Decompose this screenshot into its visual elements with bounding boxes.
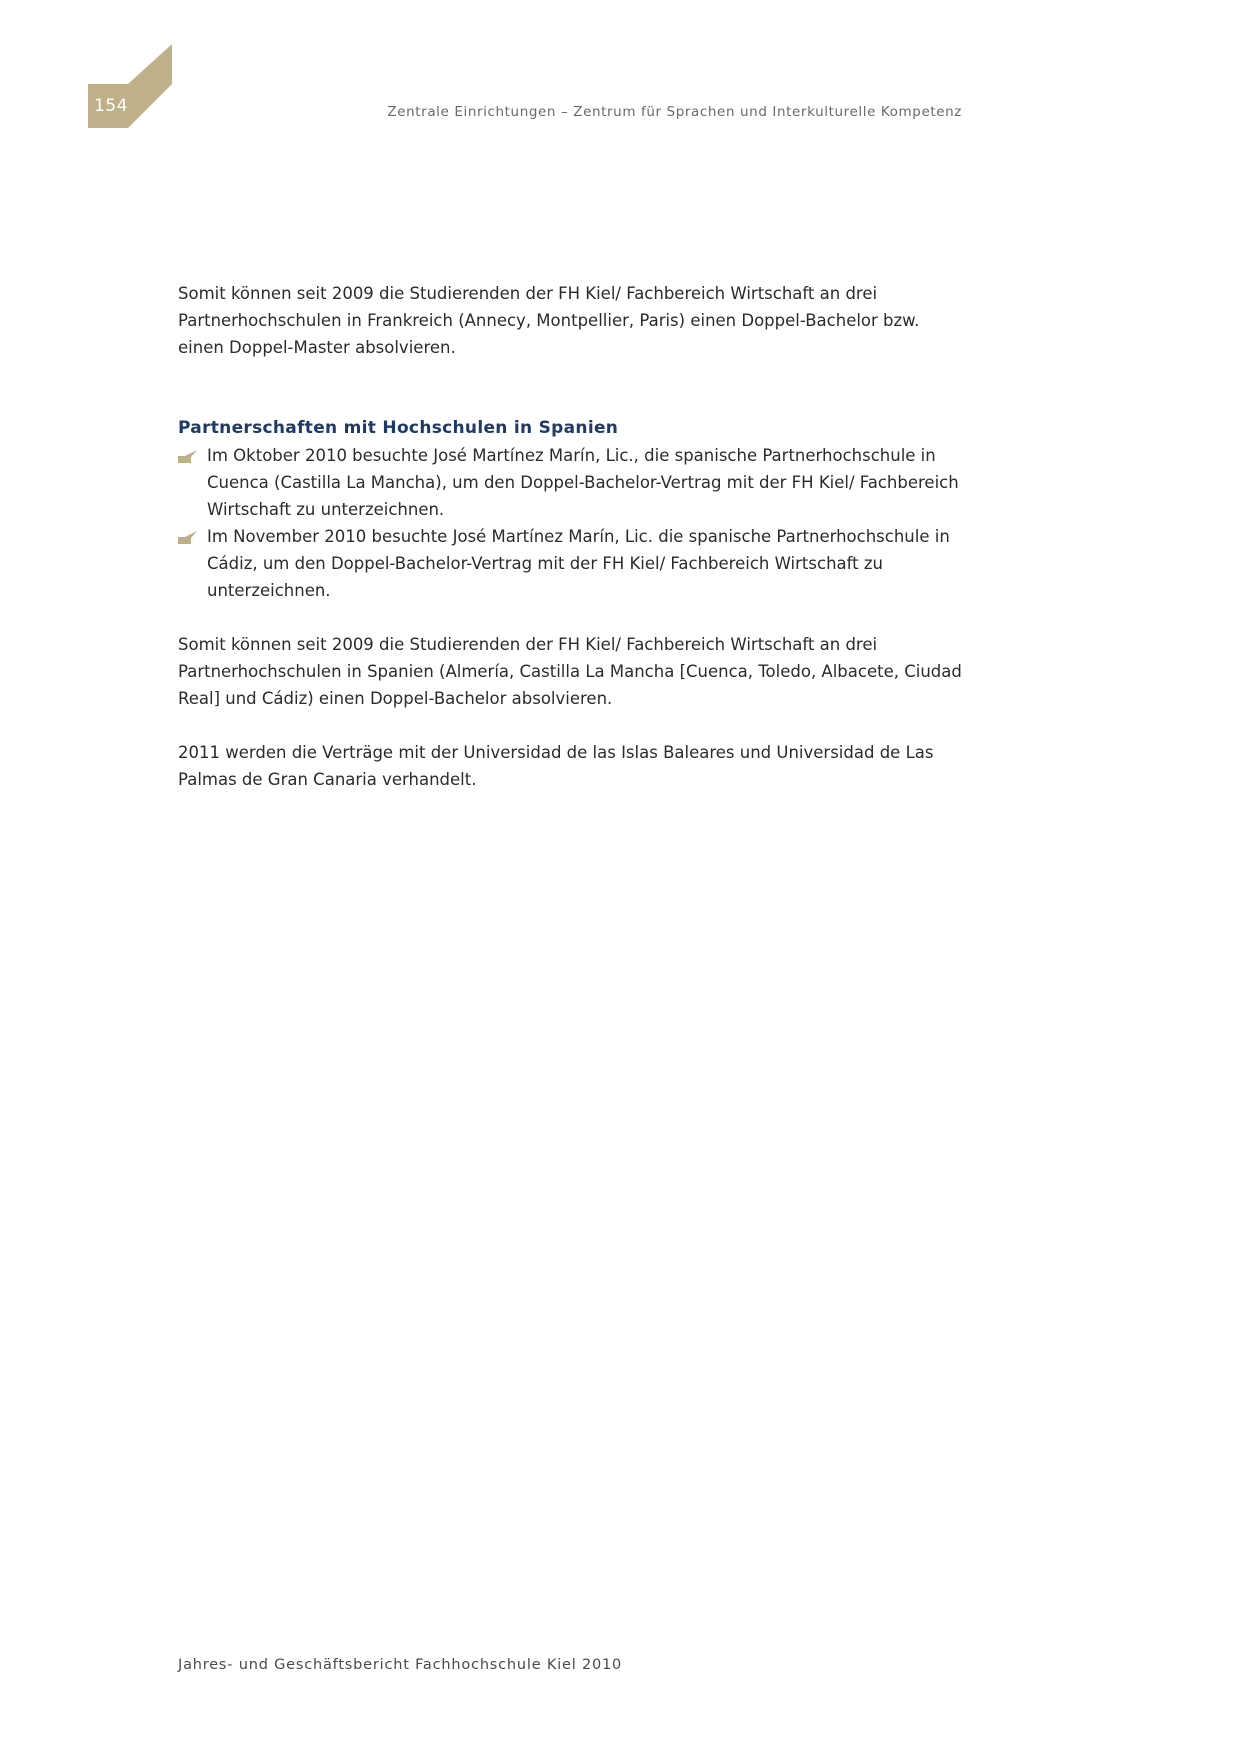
pen-nib-bullet-icon xyxy=(178,531,197,544)
bullet-text: Im November 2010 besuchte José Martínez Marín, Lic. die spanische Partnerhochschule in Cádiz, um den Doppel-Bachelor-Vertrag mit der FH Kiel/ Fachbereich Wirtschaft zu unterzeichnen. xyxy=(207,527,950,600)
list-item xyxy=(178,442,968,523)
footer-text: Jahres- und Geschäftsbericht Fachhochschule Kiel 2010 xyxy=(178,1657,623,1673)
running-header-title: Zentrale Einrichtungen – Zentrum für Sprachen und Interkulturelle Kompetenz xyxy=(387,104,962,120)
bullet-list xyxy=(178,442,968,604)
section-heading-spain: Partnerschaften mit Hochschulen in Spanien xyxy=(178,418,619,438)
paragraph-france: Somit können seit 2009 die Studierenden der FH Kiel/ Fachbereich Wirtschaft an drei Partnerhochschulen in Frankreich (Annecy, Montpellier, Paris) einen Doppel-Bachelor bzw. einen Doppel-Master absolvieren. xyxy=(178,284,920,357)
page-number: 154 xyxy=(94,96,128,116)
bullet-text: Im Oktober 2010 besuchte José Martínez Marín, Lic., die spanische Partnerhochschule in Cuenca (Castilla La Mancha), um den Doppel-Bachelor-Vertrag mit der FH Kiel/ Fachbereich Wirtschaft zu unterzeichnen. xyxy=(207,446,959,519)
paragraph-spain: Somit können seit 2009 die Studierenden der FH Kiel/ Fachbereich Wirtschaft an drei Partnerhochschulen in Spanien (Almería, Castilla La Mancha [Cuenca, Toledo, Albacete, Ciudad Real] und Cádiz) einen Doppel-Bachelor absolvieren. xyxy=(178,635,962,708)
pen-nib-bullet-icon xyxy=(178,450,197,463)
paragraph-2011: 2011 werden die Verträge mit der Universidad de las Islas Baleares und Universidad de Las Palmas de Gran Canaria verhandelt. xyxy=(178,743,934,789)
list-item xyxy=(178,523,968,604)
main-content xyxy=(178,280,968,793)
